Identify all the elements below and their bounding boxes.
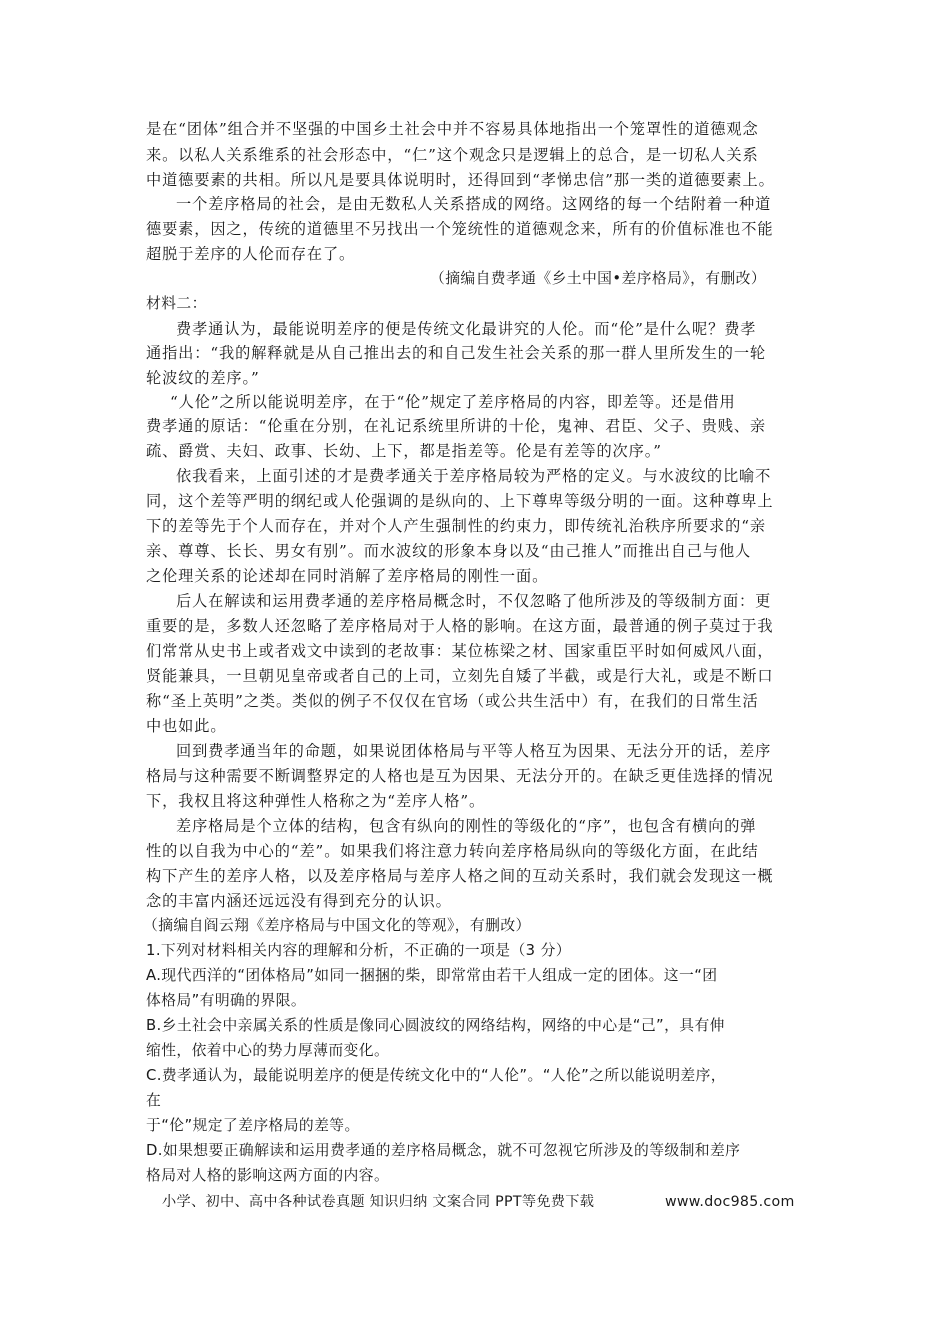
text-line: 通指出：“我的解释就是从自己推出去的和自己发生社会关系的那一群人里所发生的一轮 bbox=[146, 344, 766, 362]
section-heading: 材料二： bbox=[146, 295, 207, 312]
text-line: 念的丰富内涵还远远没有得到充分的认识。 bbox=[146, 892, 452, 910]
text-line: 下，我权且将这种弹性人格称之为“差序人格”。 bbox=[146, 792, 486, 810]
text-line: 贤能兼具，一旦朝见皇帝或者自己的上司，立刻先自矮了半截，或是行大礼，或是不断口 bbox=[146, 667, 774, 685]
text-line: 重要的是，多数人还忽略了差序格局对于人格的影响。在这方面，最普通的例子莫过于我 bbox=[146, 617, 774, 635]
text-line: 称“圣上英明”之类。类似的例子不仅仅在官场（或公共生活中）有，在我们的日常生活 bbox=[146, 692, 759, 710]
text-line: 格局与这种需要不断调整界定的人格也是互为因果、无法分开的。在缺乏更佳选择的情况 bbox=[146, 767, 774, 785]
text-line: 构下产生的差序人格，以及差序格局与差序人格之间的互动关系时，我们就会发现这一概 bbox=[146, 867, 774, 885]
option-c-cont: 在 bbox=[146, 1092, 162, 1109]
text-line: 们常常从史书上或者戏文中读到的老故事：某位栋梁之材、国家重臣平时如何威风八面， bbox=[146, 642, 774, 660]
text-line: 超脱于差序的人伦而存在了。 bbox=[146, 245, 356, 263]
option-a: A.现代西洋的“团体格局”如同一捆捆的柴，即常常由若干人组成一定的团体。这一“团 bbox=[146, 967, 718, 984]
text-line: 后人在解读和运用费孝通的差序格局概念时，不仅忽略了他所涉及的等级制方面：更 bbox=[176, 592, 772, 610]
option-b-cont: 缩性，依着中心的势力厚薄而变化。 bbox=[146, 1042, 390, 1059]
text-line: 性的以自我为中心的“差”。如果我们将注意力转向差序格局纵向的等级化方面，在此结 bbox=[146, 842, 759, 860]
option-b: B.乡土社会中亲属关系的性质是像同心圆波纹的网络结构，网络的中心是“己”，具有伸 bbox=[146, 1017, 725, 1034]
text-line: 来。以私人关系维系的社会形态中，“仁”这个观念只是逻辑上的总合，是一切私人关系 bbox=[146, 146, 759, 164]
footer-url[interactable]: www.doc985.com bbox=[665, 1194, 795, 1210]
text-line: 一个差序格局的社会，是由无数私人关系搭成的网络。这网络的每一个结附着一种道 bbox=[176, 195, 772, 213]
option-c-cont: 于“伦”规定了差序格局的差等。 bbox=[146, 1117, 360, 1134]
text-line: 中道德要素的共相。所以凡是要具体说明时，还得回到“孝悌忠信”那一类的道德要素上。 bbox=[146, 171, 775, 189]
text-line: 下的差等先于个人而存在，并对个人产生强制性的约束力，即传统礼治秩序所要求的“亲 bbox=[146, 517, 766, 535]
source-citation: （摘编自费孝通《乡土中国•差序格局》，有删改） bbox=[430, 270, 767, 287]
footer-text: 小学、初中、高中各种试卷真题 知识归纳 文案合同 PPT等免费下载 bbox=[162, 1194, 595, 1210]
text-line: 疏、爵赏、夫妇、政事、长幼、上下，都是指差等。伦是有差等的次序。” bbox=[146, 442, 662, 460]
text-line: 费孝通的原话：“伦重在分别，在礼记系统里所讲的十伦，鬼神、君臣、父子、贵贱、亲 bbox=[146, 417, 766, 435]
question-stem: 1.下列对材料相关内容的理解和分析，不正确的一项是（3 分） bbox=[146, 942, 571, 959]
text-line: 费孝通认为，最能说明差序的便是传统文化最讲究的人伦。而“伦”是什么呢？费孝 bbox=[176, 320, 757, 338]
option-d: D.如果想要正确解读和运用费孝通的差序格局概念，就不可忽视它所涉及的等级制和差序 bbox=[146, 1142, 741, 1159]
text-line: 轮波纹的差序。” bbox=[146, 369, 260, 387]
text-line: 依我看来，上面引述的才是费孝通关于差序格局较为严格的定义。与水波纹的比喻不 bbox=[176, 467, 772, 485]
text-line: 差序格局是个立体的结构，包含有纵向的刚性的等级化的“序”，也包含有横向的弹 bbox=[176, 817, 757, 835]
text-line: 亲、尊尊、长长、男女有别”。而水波纹的形象本身以及“由己推人”而推出自己与他人 bbox=[146, 542, 752, 560]
text-line: 中也如此。 bbox=[146, 717, 227, 735]
text-line: 回到费孝通当年的命题，如果说团体格局与平等人格互为因果、无法分开的话，差序 bbox=[176, 742, 772, 760]
text-line: 是在“团体”组合并不坚强的中国乡土社会中并不容易具体地指出一个笼罩性的道德观念 bbox=[146, 120, 759, 138]
text-line: 之伦理关系的论述却在同时消解了差序格局的刚性一面。 bbox=[146, 567, 549, 585]
text-line: “人伦”之所以能说明差序，在于“伦”规定了差序格局的内容，即差等。还是借用 bbox=[170, 393, 736, 411]
option-a-cont: 体格局”有明确的界限。 bbox=[146, 992, 307, 1009]
text-line: 德要素，因之，传统的道德里不另找出一个笼统性的道德观念来，所有的价值标准也不能 bbox=[146, 220, 774, 238]
text-line: 同，这个差等严明的纲纪或人伦强调的是纵向的、上下尊卑等级分明的一面。这种尊卑上 bbox=[146, 492, 774, 510]
option-d-cont: 格局对人格的影响这两方面的内容。 bbox=[146, 1167, 390, 1184]
option-c: C.费孝通认为，最能说明差序的便是传统文化中的“人伦”。“人伦”之所以能说明差序， bbox=[146, 1067, 726, 1084]
source-citation: （摘编自阎云翔《差序格局与中国文化的等观》，有删改） bbox=[143, 917, 531, 934]
